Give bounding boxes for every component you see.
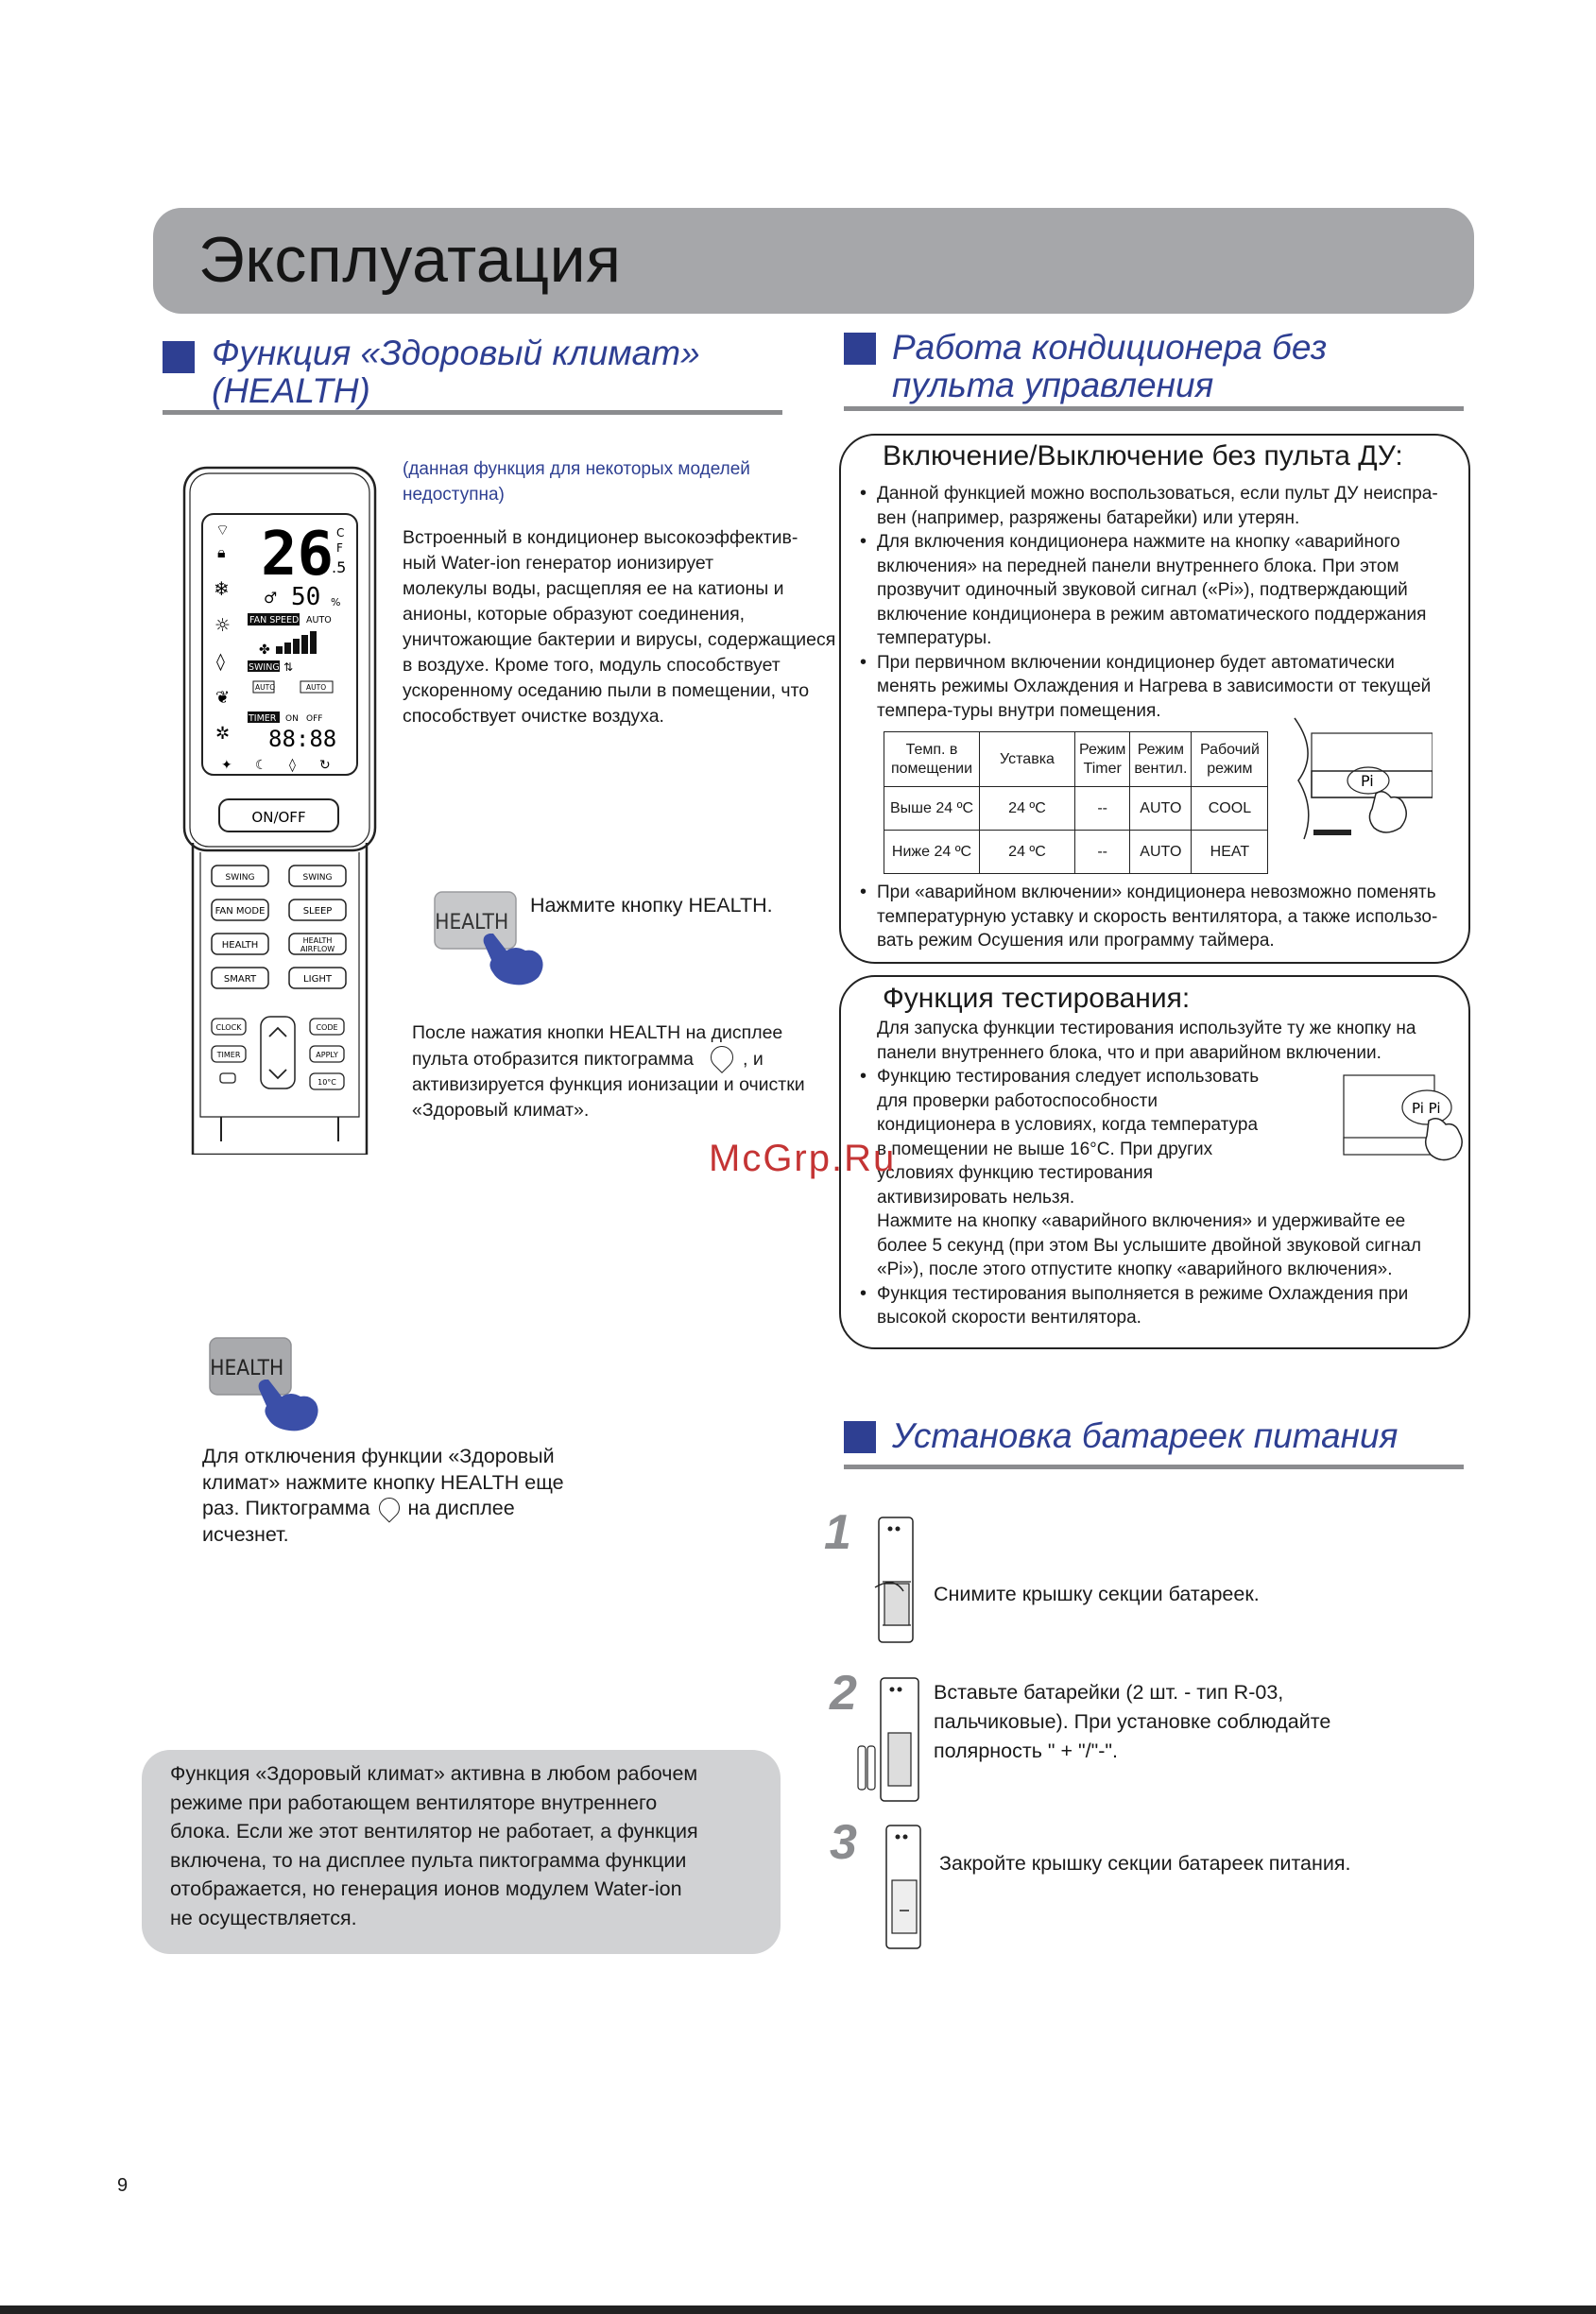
lcd-auto2: AUTO: [255, 683, 276, 692]
health-label: HEALTH: [221, 940, 259, 951]
battery-small-icon: [220, 1073, 235, 1083]
section-divider: [844, 406, 1464, 411]
battery-heading: Установка батареек питания: [892, 1416, 1399, 1455]
swing-arrows-icon: ⇅: [283, 660, 294, 674]
clock-label: CLOCK: [215, 1023, 242, 1032]
remote-control-illustration: [181, 465, 378, 1155]
info-line: не осуществляется.: [170, 1906, 357, 1929]
lcd-timer: TIMER: [249, 713, 277, 724]
code-label: CODE: [316, 1023, 338, 1032]
box2-paragraph: Нажмите на кнопку «аварийного включения» и удерживайте ее более 5 секунд (при этом Вы услышите двойной звуковой сигнал «Pi»), после этого отпустите кнопку «аварийного включения».: [877, 1211, 1422, 1279]
step-text: Снимите крышку секции батареек.: [934, 1583, 1260, 1605]
disable-line-part: раз. Пиктограмма: [202, 1497, 370, 1519]
norc-heading: [892, 329, 1327, 404]
table-cell: AUTO: [1130, 831, 1192, 874]
info-line: Функция «Здоровый климат» активна в любом рабочем: [170, 1762, 698, 1785]
timer-label: TIMER: [216, 1051, 241, 1059]
fan-icon: ✲: [215, 724, 231, 744]
table-cell: AUTO: [1130, 787, 1192, 831]
person-icon: ✦: [221, 758, 232, 773]
health-heading: [212, 334, 700, 410]
lcd-timer-on: ON: [285, 714, 299, 724]
box2-intro: Для запуска функции тестирования используйте ту же кнопку на панели внутреннего блока, что и при аварийном включении.: [877, 1019, 1416, 1063]
leaf-icon: [706, 1041, 738, 1073]
info-box-text: [170, 1759, 698, 1932]
disable-line: Для отключения функции «Здоровый: [202, 1445, 555, 1467]
health-airflow-label1: HEALTH: [302, 936, 333, 945]
disable-health-text: [202, 1444, 564, 1548]
box1-bullets: [858, 482, 1459, 723]
table-cell: --: [1075, 831, 1130, 874]
box1-note: [858, 881, 1457, 953]
remote-cover-on-icon: [881, 1824, 926, 1950]
desc-line: молекулы воды, расщепляя ее на катионы и: [403, 578, 784, 599]
table-cell: Выше 24 ºC: [884, 787, 980, 831]
hand-icon: [1426, 1119, 1463, 1160]
box1-bullet: • Для включения кондиционера нажмите на кнопку «аварийного включения» на передней панели внутреннего блока. При этом прозвучит одиночный звуковой сигнал («Pi»), подтверждающий включение кондиционера в режим автоматического поддержания температуры.: [858, 530, 1459, 651]
swing2-label: SWING: [302, 873, 333, 883]
temp-sensor-icon: ♂: [264, 589, 278, 607]
page-title: Эксплуатация: [198, 224, 622, 296]
desc-line: Встроенный в кондиционер высокоэффектив-: [403, 527, 798, 548]
step-number: 3: [830, 1815, 857, 1870]
smart-label: SMART: [223, 974, 257, 985]
indoor-unit-test-illustration: [1340, 1071, 1472, 1175]
after-line-with-icon: [412, 1046, 805, 1072]
section-marker-icon: [844, 333, 876, 365]
pipi-label: Pi Pi: [1412, 1100, 1441, 1117]
health-press-again-illustration: [206, 1336, 329, 1436]
lcd-swing: SWING: [249, 662, 280, 673]
swing1-label: SWING: [225, 873, 255, 883]
health-airflow-label2: AIRFLOW: [300, 945, 335, 953]
table-cell: COOL: [1192, 787, 1268, 831]
info-line: режиме при работающем вентиляторе внутреннего: [170, 1791, 658, 1814]
disable-line: климат» нажмите кнопку HEALTH еще: [202, 1470, 564, 1494]
health-note: [403, 456, 750, 507]
info-line: отображается, но генерация ионов модулем Water-ion: [170, 1877, 682, 1900]
norc-heading-line2: пульта управления: [892, 366, 1214, 404]
lcd-fan-speed: FAN SPEED: [249, 615, 300, 626]
leaf-icon: ❦: [215, 688, 231, 708]
lcd-percent: %: [331, 596, 341, 608]
table-cell: --: [1075, 787, 1130, 831]
box2-bullet: • Функция тестирования выполняется в режиме Охлаждения при высокой скорости вентилятора.: [858, 1282, 1459, 1330]
pi-label: Pi: [1361, 772, 1374, 790]
after-press-text: [412, 1020, 805, 1123]
bottom-edge: [0, 2305, 1596, 2314]
health-key-2-label: HEALTH: [210, 1355, 284, 1380]
disable-line-part: на дисплее: [407, 1497, 515, 1519]
desc-line: ный Water-ion генератор ионизирует: [403, 553, 714, 574]
after-line: «Здоровый климат».: [412, 1100, 590, 1121]
table-row: [884, 787, 1268, 831]
desc-line: уничтожающие бактерии и вирусы, содержащиеся: [403, 629, 836, 650]
health-heading-line1: Функция «Здоровый климат»: [212, 334, 700, 372]
section-divider: [163, 410, 782, 415]
info-line: блока. Если же этот вентилятор не работает, а функция: [170, 1820, 698, 1843]
desc-line: способствует очистке воздуха.: [403, 706, 664, 727]
moon-icon: ☾: [255, 758, 267, 773]
box2-bullet: • Функцию тестирования следует использовать для проверки работоспособности кондиционера в условиях, когда температура в помещении не выше 16°C. При других условиях функцию тестирования активизировать нельзя.: [858, 1065, 1260, 1209]
sleep-label: SLEEP: [302, 906, 333, 917]
lock-icon: 🔒︎: [217, 543, 226, 561]
step-number: 1: [824, 1505, 851, 1560]
indoor-unit-press-illustration: [1291, 714, 1433, 847]
fan-mode-label: FAN MODE: [215, 906, 266, 917]
snowflake-icon: ❄: [214, 577, 230, 600]
table-cell: 24 ºC: [980, 831, 1075, 874]
lcd-timer-off: OFF: [306, 714, 323, 724]
mode-table: [884, 731, 1268, 874]
health-note-line2: недоступна): [403, 485, 505, 505]
desc-line: в воздухе. Кроме того, модуль способствует: [403, 655, 781, 676]
sun-icon: ☼: [215, 615, 232, 636]
apply-label: APPLY: [316, 1051, 338, 1059]
lcd-unit-f: F: [336, 541, 343, 555]
table-header: Режим вентил.: [1130, 732, 1192, 787]
box1-title: Включение/Выключение без пульта ДУ:: [883, 440, 1403, 471]
remote-cover-off-icon: [873, 1516, 918, 1644]
step-text: Вставьте батарейки (2 шт. - тип R-03, пальчиковые). При установке соблюдайте полярность " + "/"-".: [934, 1681, 1331, 1762]
box1-bullet: • Данной функцией можно воспользоваться, если пульт ДУ неиспра-вен (например, разряжены батарейки) или утерян.: [858, 482, 1459, 530]
battery-icon: [867, 1746, 875, 1790]
lcd-unit-c: C: [336, 526, 345, 540]
page-number: 9: [117, 2175, 129, 2196]
lcd-humidity: 50: [291, 583, 321, 611]
table-row: [884, 831, 1268, 874]
health-heading-line2: (HEALTH): [212, 371, 370, 410]
drop-icon: ◊: [216, 652, 225, 672]
step-text: Закройте крышку секции батареек питания.: [939, 1852, 1351, 1875]
table-header: Темп. в помещении: [884, 732, 980, 787]
health-key-label: HEALTH: [435, 909, 509, 934]
table-cell: HEAT: [1192, 831, 1268, 874]
after-line: После нажатия кнопки HEALTH на дисплее: [412, 1022, 783, 1043]
lcd-decimal: .5: [332, 558, 347, 576]
onoff-button-label: ON/OFF: [251, 809, 306, 826]
health-note-line1: (данная функция для некоторых моделей: [403, 459, 750, 479]
lcd-temp: 26: [261, 520, 335, 590]
desc-line: анионы, которые образуют соединения,: [403, 604, 746, 625]
section-marker-icon: [163, 341, 195, 373]
lcd-auto: AUTO: [306, 615, 332, 626]
battery-icon: [858, 1746, 866, 1790]
lcd-clock: 88:88: [268, 726, 337, 752]
disable-line-with-icon: [202, 1496, 564, 1522]
box1-note-bullet: • При «аварийном включении» кондиционера невозможно поменять температурную уставку и скорость вентилятора, а также использо-вать режим Осушения или программу таймера.: [858, 881, 1457, 953]
refresh-icon: ↻: [319, 758, 331, 773]
light-label: LIGHT: [303, 974, 332, 985]
press-health-text: Нажмите кнопку HEALTH.: [530, 894, 773, 917]
fan-small-icon: ✤: [259, 643, 270, 658]
section-divider: [844, 1465, 1464, 1469]
leaf-icon: [375, 1493, 404, 1522]
wifi-icon: ⌔: [215, 521, 231, 539]
table-cell: 24 ºC: [980, 787, 1075, 831]
section-marker-icon: [844, 1421, 876, 1453]
after-line-part: пульта отобразится пиктограмма: [412, 1049, 694, 1070]
box1-bullet: • При первичном включении кондиционер будет автоматически менять режимы Охлаждения и Нагрева в зависимости от текущей темпера-туры внутри помещения.: [858, 651, 1459, 724]
table-cell: Ниже 24 ºC: [884, 831, 980, 874]
table-header: Рабочий режим: [1192, 732, 1268, 787]
insert-batteries-icon: [854, 1676, 924, 1803]
health-description: [403, 525, 835, 729]
table-header: Уставка: [980, 732, 1075, 787]
box2-title: Функция тестирования:: [883, 983, 1191, 1014]
info-line: включена, то на дисплее пульта пиктограмма функции: [170, 1848, 687, 1872]
lcd-auto3: AUTO: [306, 683, 327, 692]
ten-c-label: 10°C: [317, 1078, 336, 1087]
disable-line: исчезнет.: [202, 1522, 289, 1546]
table-header: Режим Timer: [1075, 732, 1130, 787]
table-header-row: [884, 732, 1268, 787]
desc-line: ускоренному оседанию пыли в помещении, что: [403, 680, 810, 701]
remote-bottom-outline: [193, 843, 367, 1155]
after-line: активизируется функция ионизации и очистки: [412, 1074, 805, 1095]
norc-heading-line1: Работа кондиционера без: [892, 328, 1328, 367]
after-line-part: , и: [742, 1049, 764, 1070]
leaf-small-icon: ◊: [289, 758, 296, 773]
step-number: 2: [830, 1666, 857, 1721]
watermark: McGrp.Ru: [709, 1138, 897, 1179]
